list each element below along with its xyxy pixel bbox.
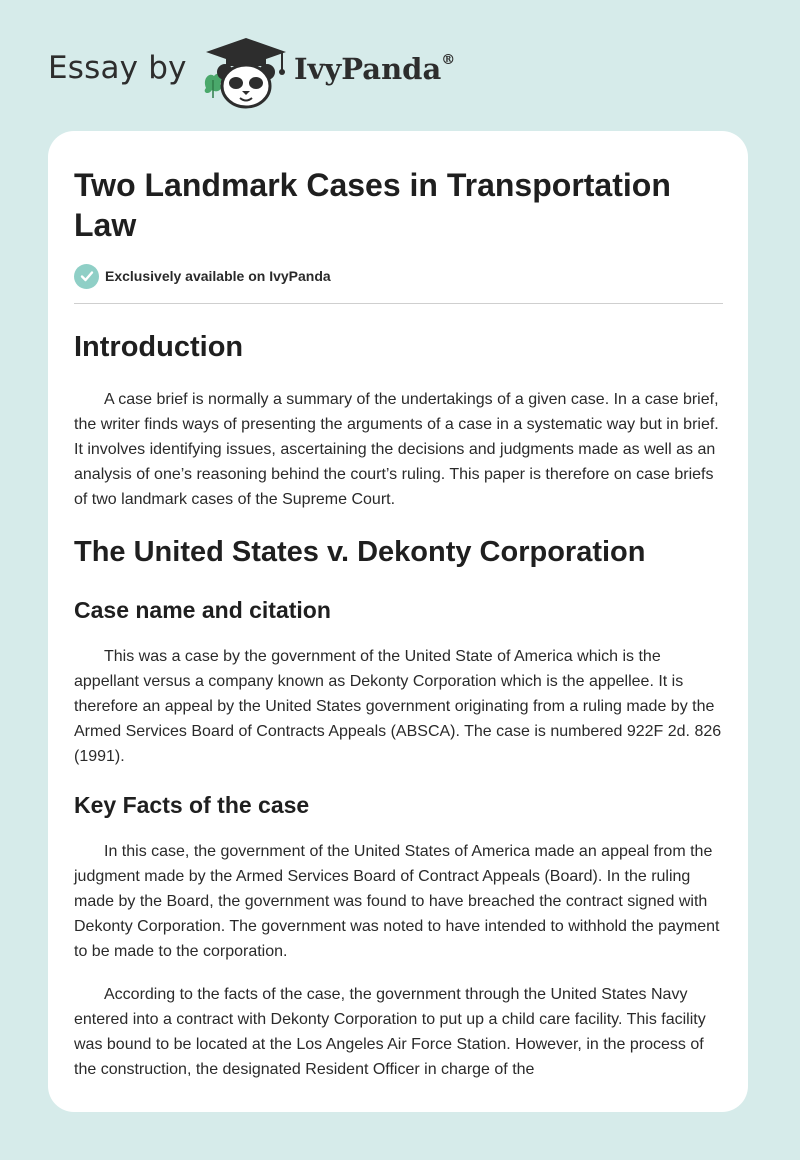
section-heading-introduction: Introduction bbox=[74, 331, 244, 363]
exclusive-label: Exclusively available on IvyPanda bbox=[105, 268, 331, 284]
article-body bbox=[74, 321, 723, 1082]
section-heading-case: The United States v. Dekonty Corporation bbox=[74, 536, 646, 568]
essay-by-label: Essay by bbox=[48, 50, 187, 86]
paragraph-introduction: A case brief is normally a summary of the undertakings of a given case. In a case brief, the writer finds ways of presenting the arguments of a case in a systematic way but in brief. It involves identifying issues, ascertaining the decisions and judgments made as well as an analysis of one’s reasoning behind the court’s ruling. This paper is therefore on case briefs of two landmark cases of the Supreme Court. bbox=[74, 391, 719, 508]
subheading-key-facts: Key Facts of the case bbox=[74, 792, 310, 818]
registered-mark: ® bbox=[441, 52, 456, 69]
brand-text: IvyPanda bbox=[294, 52, 442, 86]
exclusive-badge bbox=[74, 263, 331, 289]
subheading-citation: Case name and citation bbox=[74, 597, 331, 623]
paragraph-citation: This was a case by the government of the United State of America which is the appellant versus a company known as Dekonty Corporation which is the appellee. It is therefore an appeal by the United States government originating from a ruling made by the Armed Services Board of Contracts Appeals (ABSCA). The case is numbered 922F 2d. 826 (1991). bbox=[74, 648, 722, 765]
check-circle-icon bbox=[74, 264, 99, 289]
divider bbox=[74, 303, 723, 304]
essay-card bbox=[48, 131, 748, 1112]
page-title: Two Landmark Cases in Transportation Law bbox=[74, 167, 671, 243]
paragraph-facts-1: In this case, the government of the United States of America made an appeal from the judgment made by the Armed Services Board of Contract Appeals (Board). In the ruling made by the Board, the government was found to have breached the contract signed with Dekonty Corporation. The government was noted to have intended to withhold the payment to be made to the corporation. bbox=[74, 843, 720, 960]
paragraph-facts-2: According to the facts of the case, the government through the United States Navy entered into a contract with Dekonty Corporation to put up a child care facility. This facility was bound to be located at the Los Angeles Air Force Station. However, in the process of the construction, the designated Resident Officer in charge of the bbox=[74, 986, 706, 1078]
brand-name[interactable] bbox=[294, 52, 455, 86]
site-header bbox=[0, 0, 800, 130]
panda-graduate-icon[interactable] bbox=[200, 36, 292, 110]
